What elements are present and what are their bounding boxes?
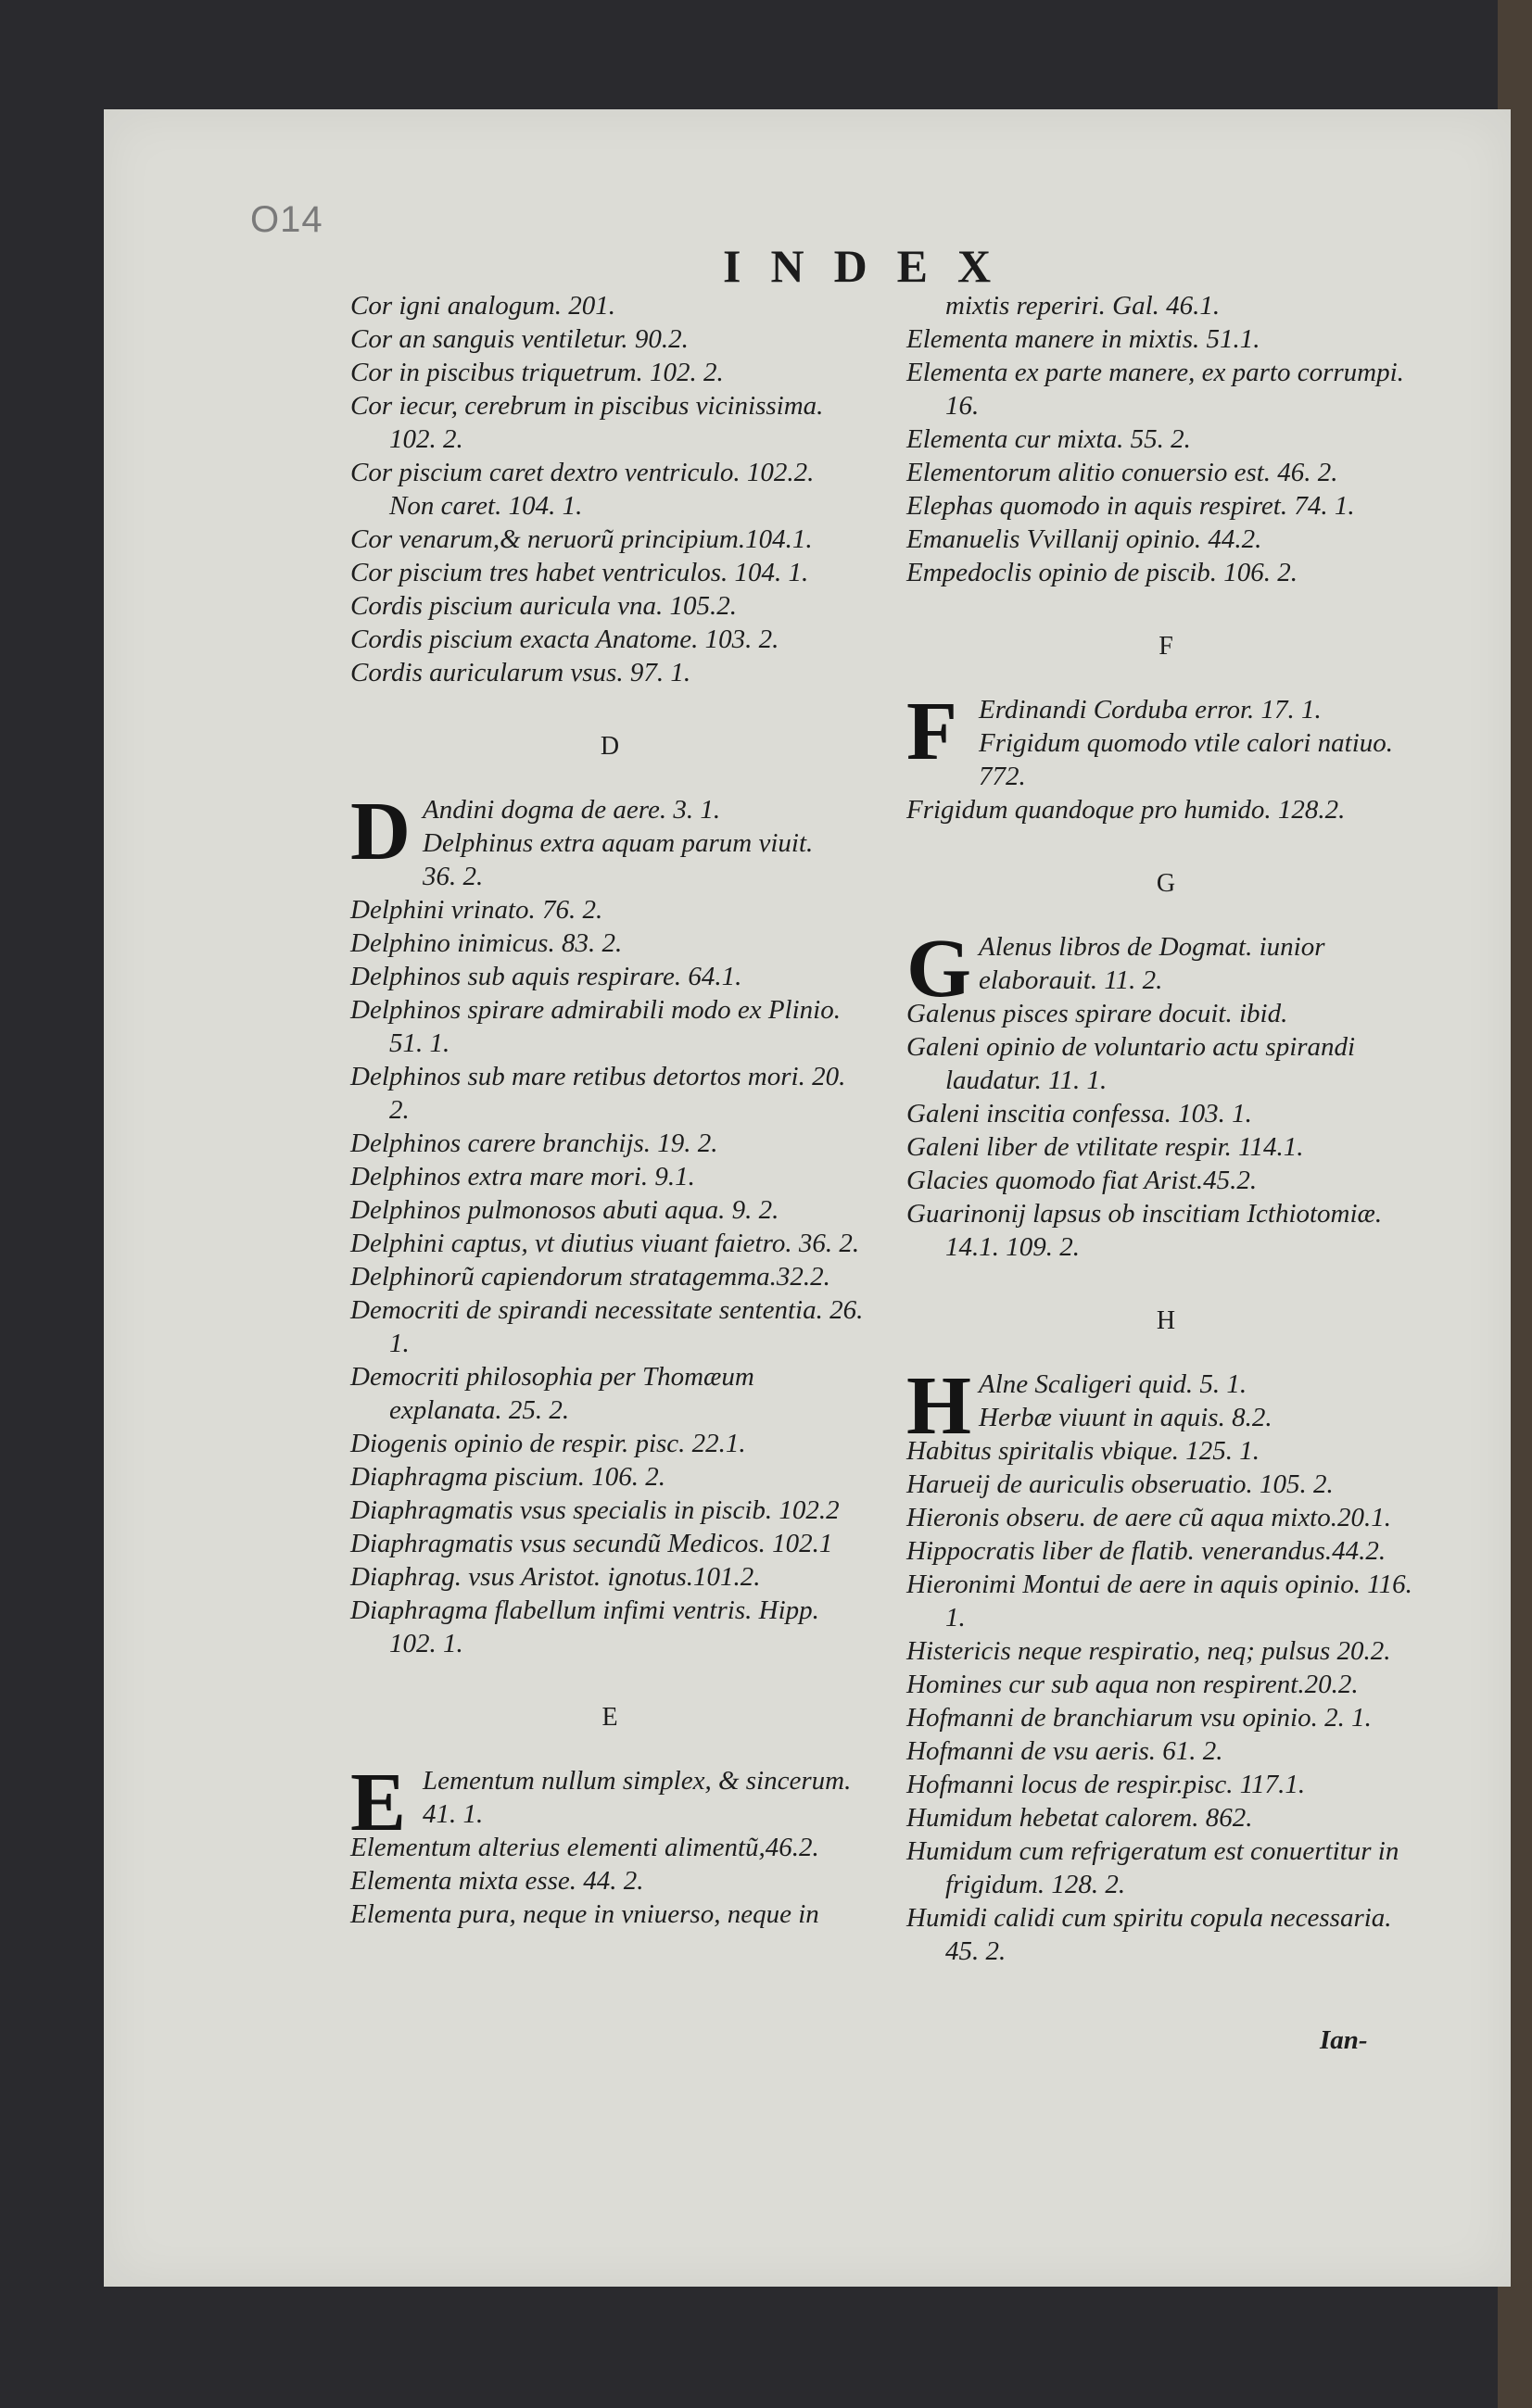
catchword: Ian- (1320, 2025, 1368, 2055)
page-title: INDEX (723, 240, 1021, 292)
index-entry: Humidum hebetat calorem. 862. (906, 1803, 1253, 1833)
index-entry: Erdinandi Corduba error. 17. 1. (979, 695, 1322, 725)
index-entry: Andini dogma de aere. 3. 1. (423, 795, 721, 825)
section-heading-e: E (601, 1703, 618, 1732)
index-entry: Cor in piscibus triquetrum. 102. 2. (350, 358, 724, 387)
index-entry: Elementum alterius elementi alimentũ,46.2. (350, 1833, 819, 1862)
dropcap-letter: E (350, 1757, 407, 1848)
index-entry: Frigidum quomodo vtile calori natiuo. 772. (979, 728, 1394, 791)
index-entry: Lementum nullum simplex, & sincerum. 41. 1. (423, 1766, 852, 1829)
f-entries (906, 793, 1425, 826)
index-entry: Hieronis obseru. de aere cũ aqua mixto.20.1. (906, 1503, 1391, 1532)
index-entry: Cor iecur, cerebrum in piscibus vicinissima. 102. 2. (350, 391, 824, 454)
dropcap-letter: H (906, 1360, 972, 1452)
index-entry: Delphino inimicus. 83. 2. (350, 928, 623, 958)
index-entry: Delphinorũ capiendorum stratagemma.32.2. (350, 1262, 830, 1292)
h-entries (906, 1434, 1425, 1968)
index-entry: Habitus spiritalis vbique. 125. 1. (906, 1436, 1260, 1466)
index-entry: Hofmanni de branchiarum vsu opinio. 2. 1. (906, 1703, 1372, 1733)
dropcap-block-d (350, 786, 869, 893)
index-entry: Democriti philosophia per Thomæum explanata. 25. 2. (350, 1362, 754, 1425)
index-entry: Galeni inscitia confessa. 103. 1. (906, 1099, 1252, 1128)
index-entry: Delphinos sub mare retibus detortos mori. 20. 2. (350, 1062, 846, 1125)
index-entry: Hofmanni locus de respir.pisc. 117.1. (906, 1770, 1306, 1799)
index-entry: Diaphragmatis vsus specialis in piscib. 102.2 (350, 1495, 840, 1525)
index-entry: Delphini captus, vt diutius viuant faietro. 36. 2. (350, 1229, 860, 1258)
index-entry: Alenus libros de Dogmat. iunior elaborauit. 11. 2. (979, 932, 1325, 995)
index-entry: Galenus pisces spirare docuit. ibid. (906, 999, 1288, 1028)
index-entry: Delphinos pulmonosos abuti aqua. 9. 2. (350, 1195, 779, 1225)
g-entries (906, 997, 1425, 1264)
index-entry: mixtis reperiri. Gal. 46.1. (945, 291, 1221, 321)
d-entries (350, 893, 869, 1660)
index-entry: Elementa cur mixta. 55. 2. (906, 424, 1191, 454)
index-entry: Delphinos extra mare mori. 9.1. (350, 1162, 695, 1191)
index-entry: Frigidum quandoque pro humido. 128.2. (906, 795, 1346, 825)
index-entry: Delphinos spirare admirabili modo ex Plinio. 51. 1. (350, 995, 841, 1058)
index-entry: Harueij de auriculis obseruatio. 105. 2. (906, 1469, 1334, 1499)
index-entry: Diaphrag. vsus Aristot. ignotus.101.2. (350, 1562, 761, 1592)
c-entries (350, 289, 869, 689)
left-column (350, 289, 869, 1931)
section-heading-g: G (1156, 869, 1176, 898)
dropcap-letter: G (906, 923, 972, 1015)
section-heading-h: H (1156, 1306, 1176, 1335)
index-entry: Cordis piscium auricula vna. 105.2. (350, 591, 738, 621)
index-entry: Cordis piscium exacta Anatome. 103. 2. (350, 624, 779, 654)
index-entry: Delphinus extra aquam parum viuit. (423, 828, 814, 858)
index-entry: Hieronimi Montui de aere in aquis opinio. 116. 1. (906, 1570, 1412, 1633)
section-heading-d: D (600, 732, 620, 761)
right-column (906, 289, 1425, 1968)
index-entry: Glacies quomodo fiat Arist.45.2. (906, 1166, 1258, 1195)
dropcap-letter: D (350, 786, 411, 877)
dropcap-letter: F (906, 686, 957, 777)
e-entries (350, 1831, 869, 1931)
index-entry: Hippocratis liber de flatib. venerandus.44.2. (906, 1536, 1386, 1566)
index-entry: Cor piscium tres habet ventriculos. 104. 1. (350, 558, 809, 587)
index-entry: Guarinonij lapsus ob inscitiam Icthiotomiæ. 14.1. 109. 2. (906, 1199, 1383, 1262)
index-entry: Diogenis opinio de respir. pisc. 22.1. (350, 1429, 746, 1458)
index-entry: Elementa pura, neque in vniuerso, neque in (350, 1899, 819, 1929)
index-entry: Diaphragma flabellum infimi ventris. Hipp. 102. 1. (350, 1595, 819, 1658)
index-entry: Alne Scaligeri quid. 5. 1. (979, 1369, 1247, 1399)
index-entry: Histericis neque respiratio, neq; pulsus 20.2. (906, 1636, 1391, 1666)
index-entry: Humidum cum refrigeratum est conuertitur in frigidum. 128. 2. (906, 1836, 1399, 1899)
index-entry: Empedoclis opinio de piscib. 106. 2. (906, 558, 1298, 587)
index-entry: Elephas quomodo in aquis respiret. 74. 1. (906, 491, 1355, 521)
index-entry: Hofmanni de vsu aeris. 61. 2. (906, 1736, 1223, 1766)
index-entry: Humidi calidi cum spiritu copula necessaria. 45. 2. (906, 1903, 1392, 1966)
index-entry: Galeni liber de vtilitate respir. 114.1. (906, 1132, 1304, 1162)
index-entry: Diaphragma piscium. 106. 2. (350, 1462, 665, 1492)
index-entry: Cordis auricularum vsus. 97. 1. (350, 658, 691, 687)
index-entry: Homines cur sub aqua non respirent.20.2. (906, 1670, 1359, 1699)
index-entry: Elementorum alitio conuersio est. 46. 2. (906, 458, 1338, 487)
section-heading-f: F (1158, 632, 1173, 661)
index-entry: 36. 2. (423, 862, 484, 891)
index-entry: Elementa mixta esse. 44. 2. (350, 1866, 644, 1896)
index-entry: Cor venarum,& neruorũ principium.104.1. (350, 524, 813, 554)
index-entry: Cor igni analogum. 201. (350, 291, 615, 321)
index-entry: Elementa ex parte manere, ex parto corrumpi. 16. (906, 358, 1404, 421)
folio-number: O14 (250, 199, 323, 240)
index-entry: Cor an sanguis ventiletur. 90.2. (350, 324, 689, 354)
e-entries-cont (906, 289, 1425, 589)
index-entry: Delphini vrinato. 76. 2. (350, 895, 603, 925)
index-entry: Delphinos sub aquis respirare. 64.1. (350, 962, 742, 991)
index-entry: Diaphragmatis vsus secundũ Medicos. 102.1 (350, 1529, 833, 1558)
index-entry: Emanuelis Vvillanij opinio. 44.2. (906, 524, 1262, 554)
index-entry: Democriti de spirandi necessitate sententia. 26. 1. (350, 1295, 864, 1358)
index-entry: Galeni opinio de voluntario actu spirandi laudatur. 11. 1. (906, 1032, 1356, 1095)
dropcap-block-f (906, 686, 1425, 793)
index-entry: Delphinos carere branchijs. 19. 2. (350, 1128, 718, 1158)
index-entry: Herbæ viuunt in aquis. 8.2. (979, 1403, 1272, 1432)
index-entry: Cor piscium caret dextro ventriculo. 102.2. (350, 458, 815, 487)
index-entry: Elementa manere in mixtis. 51.1. (906, 324, 1260, 354)
index-entry: Non caret. 104. 1. (389, 491, 583, 521)
